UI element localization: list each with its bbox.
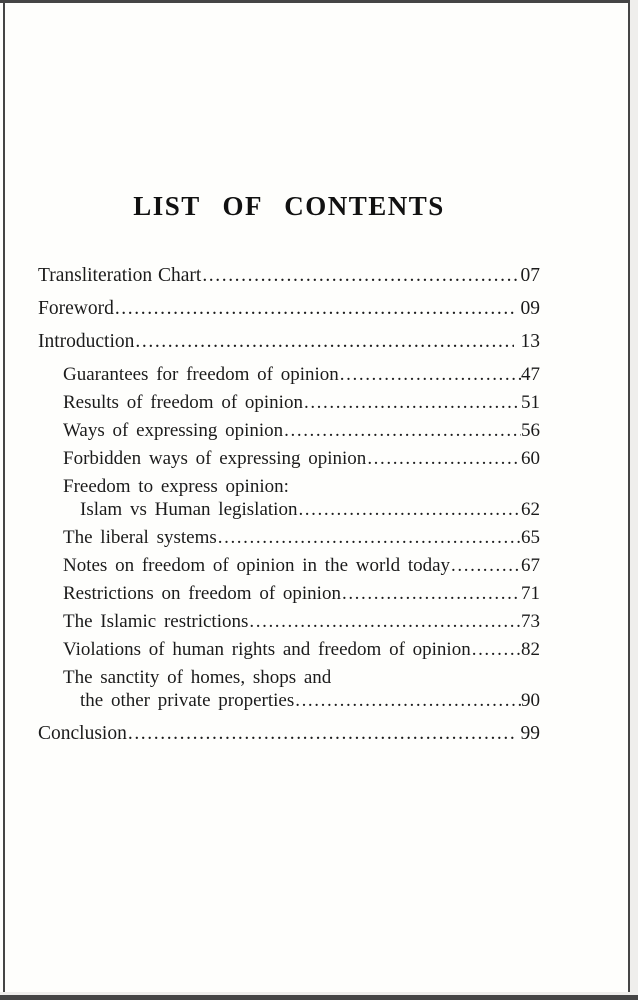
scan-right-gutter <box>630 0 638 1000</box>
toc-entry <box>38 298 540 319</box>
toc-entry <box>80 690 540 711</box>
scan-bottom-edge <box>0 995 638 1000</box>
toc-dot-leader <box>298 499 521 520</box>
toc-entry-label: Freedom to express opinion: <box>63 476 289 497</box>
toc-dot-leader <box>128 723 514 744</box>
toc-entry-label: The liberal systems <box>63 527 217 548</box>
toc-dot-leader <box>451 555 521 576</box>
toc-entry-label: Guarantees for freedom of opinion <box>63 364 339 385</box>
toc-dot-leader <box>472 639 521 660</box>
toc-entry-page: 65 <box>521 527 540 548</box>
toc-entry-label: The sanctity of homes, shops and <box>63 667 332 688</box>
toc-entry-page: 82 <box>521 639 540 660</box>
toc-entry-label: Results of freedom of opinion <box>63 392 303 413</box>
toc-entry-label: Islam vs Human legislation <box>80 499 298 520</box>
toc-entry <box>63 527 540 548</box>
toc-entry-label: The Islamic restrictions <box>63 611 249 632</box>
toc-entry-label: Restrictions on freedom of opinion <box>63 583 341 604</box>
toc-entry <box>63 583 540 604</box>
toc-entry-page: 56 <box>521 420 540 441</box>
toc-dot-leader <box>367 448 521 469</box>
toc-dot-leader <box>295 690 521 711</box>
toc-dot-leader <box>284 420 521 441</box>
toc-dot-leader <box>340 364 521 385</box>
toc-entry-label: Ways of expressing opinion <box>63 420 284 441</box>
toc-entry <box>63 420 540 441</box>
toc-entry <box>38 265 540 286</box>
toc-dot-leader <box>218 527 521 548</box>
toc-entry-page: 07 <box>520 265 540 286</box>
toc-entry-page: 51 <box>521 392 540 413</box>
toc-entry-label: Conclusion <box>38 723 127 744</box>
toc-entry <box>63 611 540 632</box>
toc-entry-page: 62 <box>521 499 540 520</box>
toc-entry <box>63 392 540 413</box>
toc-entry-page: 71 <box>521 583 540 604</box>
toc-entry-label: the other private properties <box>80 690 295 711</box>
toc-entry <box>63 364 540 385</box>
toc-entry <box>38 723 540 744</box>
toc-entry-page: 47 <box>521 364 540 385</box>
toc-entry <box>63 667 540 688</box>
scan-left-edge <box>3 0 5 1000</box>
toc-entry-page: 99 <box>520 723 540 744</box>
toc-entry <box>38 331 540 352</box>
toc-entry <box>80 499 540 520</box>
toc-entry-page: 90 <box>521 690 540 711</box>
toc-entry-label: Violations of human rights and freedom of opinion <box>63 639 471 660</box>
toc-entry-label: Transliteration Chart <box>38 265 202 286</box>
toc-entry-page: 67 <box>521 555 540 576</box>
page-content <box>38 192 540 756</box>
toc-entry <box>63 639 540 660</box>
toc-dot-leader <box>115 298 514 319</box>
toc-dot-leader <box>249 611 521 632</box>
toc-entry-label: Forbidden ways of expressing opinion <box>63 448 367 469</box>
scan-top-edge <box>0 0 638 3</box>
toc-entry-label: Foreword <box>38 298 114 319</box>
toc-dot-leader <box>342 583 521 604</box>
toc-dot-leader <box>135 331 513 352</box>
toc-entry-page: 73 <box>521 611 540 632</box>
toc-entry <box>63 448 540 469</box>
toc-entry <box>63 555 540 576</box>
toc-list <box>38 265 540 744</box>
toc-entry-page: 13 <box>520 331 540 352</box>
toc-entry-page: 60 <box>521 448 540 469</box>
toc-entry <box>63 476 540 497</box>
toc-entry-page: 09 <box>520 298 540 319</box>
toc-dot-leader <box>304 392 521 413</box>
toc-entry-label: Notes on freedom of opinion in the world today <box>63 555 451 576</box>
toc-entry-label: Introduction <box>38 331 135 352</box>
page-title: LIST OF CONTENTS <box>133 191 445 221</box>
toc-dot-leader <box>202 265 520 286</box>
